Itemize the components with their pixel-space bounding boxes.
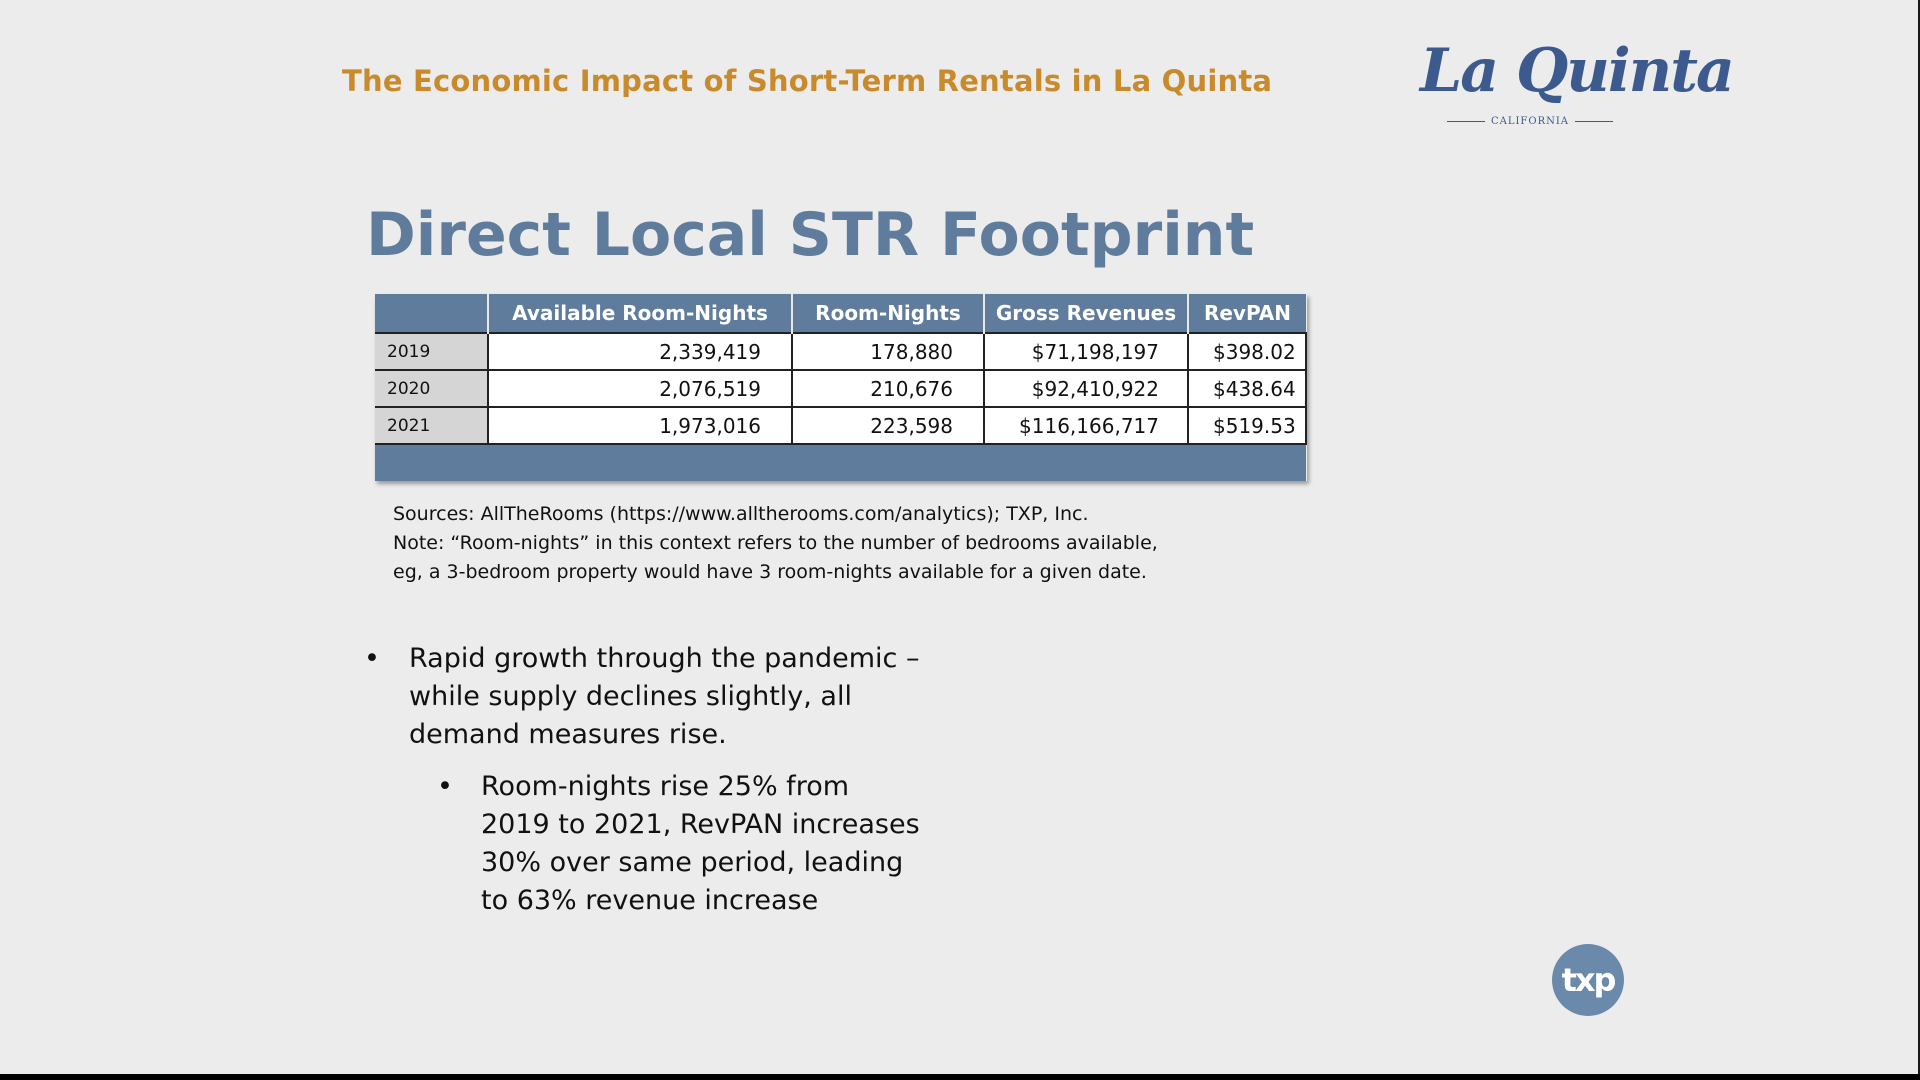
- cell-revpan: $398.02: [1188, 333, 1306, 370]
- row-year: 2020: [375, 370, 488, 407]
- cell-room-nights: 178,880: [792, 333, 984, 370]
- str-footprint-table: [375, 294, 1307, 481]
- logo-subtext: [1420, 116, 1640, 127]
- txp-logo: [1552, 944, 1624, 1016]
- bullet-text: Rapid growth through the pandemic – while supply declines slightly, all demand measures rise.: [409, 643, 920, 750]
- slide-title: Direct Local STR Footprint: [366, 200, 1255, 270]
- cell-available-room-nights: 2,076,519: [488, 370, 792, 407]
- logo-subtext-label: CALIFORNIA: [1490, 116, 1570, 127]
- sources-note: [393, 500, 1158, 587]
- logo-script-text: La Quinta: [1420, 36, 1733, 106]
- bullet-item-level1: [364, 640, 924, 754]
- table-header-row: [375, 294, 1306, 333]
- la-quinta-logo: [1420, 36, 1733, 136]
- header-cell-room-nights: Room-Nights: [792, 294, 984, 333]
- sources-line: Sources: AllTheRooms (https://www.alltherooms.com/analytics); TXP, Inc.: [393, 503, 1089, 525]
- cell-gross-revenues: $71,198,197: [984, 333, 1188, 370]
- cell-room-nights: 223,598: [792, 407, 984, 444]
- cell-gross-revenues: $116,166,717: [984, 407, 1188, 444]
- cell-available-room-nights: 2,339,419: [488, 333, 792, 370]
- table-row: [375, 407, 1306, 444]
- header-cell-year: [375, 294, 488, 333]
- header-title: The Economic Impact of Short-Term Rentals in La Quinta: [342, 64, 1273, 98]
- txp-logo-text: txp: [1561, 961, 1615, 999]
- cell-available-room-nights: 1,973,016: [488, 407, 792, 444]
- table-footer-bar: [375, 444, 1306, 481]
- header-cell-gross-revenues: Gross Revenues: [984, 294, 1188, 333]
- cell-revpan: $438.64: [1188, 370, 1306, 407]
- header-cell-revpan: RevPAN: [1188, 294, 1306, 333]
- cell-room-nights: 210,676: [792, 370, 984, 407]
- table-row: [375, 333, 1306, 370]
- row-year: 2021: [375, 407, 488, 444]
- header-cell-available-room-nights: Available Room-Nights: [488, 294, 792, 333]
- row-year: 2019: [375, 333, 488, 370]
- table-footer-row: [375, 444, 1306, 481]
- cell-gross-revenues: $92,410,922: [984, 370, 1188, 407]
- bullet-list: [364, 640, 924, 920]
- bullet-text: Room-nights rise 25% from 2019 to 2021, RevPAN increases 30% over same period, leading to 63% revenue increase: [481, 771, 920, 916]
- bullet-item-level2: [364, 768, 924, 920]
- logo-rule-left: [1447, 121, 1485, 123]
- logo-rule-right: [1575, 121, 1613, 123]
- note-line-2: eg, a 3-bedroom property would have 3 room-nights available for a given date.: [393, 561, 1147, 583]
- bullet-marker: •: [364, 643, 380, 674]
- table-row: [375, 370, 1306, 407]
- note-line-1: Note: “Room-nights” in this context refers to the number of bedrooms available,: [393, 532, 1158, 554]
- cell-revpan: $519.53: [1188, 407, 1306, 444]
- bullet-marker: •: [437, 771, 453, 802]
